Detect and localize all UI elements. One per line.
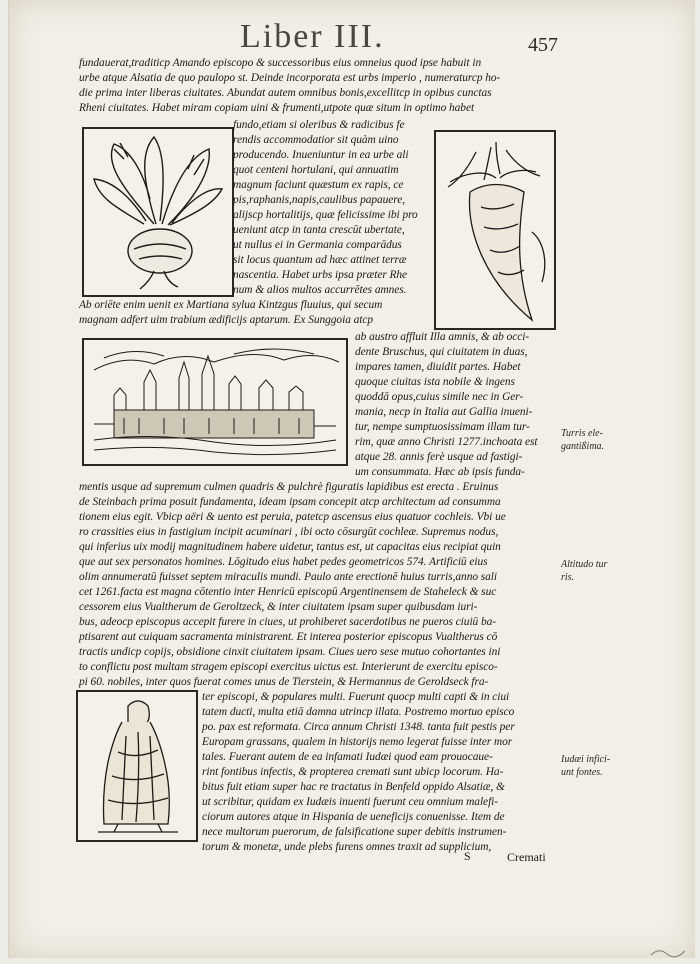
text-line: mentis usque ad supremum culmen quadris & pulchrè figuratis lapidibus est erecta . Eruinus bbox=[79, 481, 499, 493]
text-line: rendis accommodatior sit quàm uino bbox=[233, 134, 399, 146]
text-line: fundo,etiam si oleribus & radicibus fe bbox=[233, 119, 405, 131]
text-line: sit locus quantum ad hæc attinet terræ bbox=[233, 254, 407, 266]
text-line: torum & monetæ, unde plebs furens omnes traxit ad supplicium, bbox=[202, 841, 492, 853]
text-line: nascentia. Habet urbs ipsa præter Rhe bbox=[233, 269, 408, 281]
text-line: um consummata. Hæc ab ipsis funda- bbox=[355, 466, 525, 478]
text-line: ciorum autores atque in Hispania de ueneficijs conuenisse. Item de bbox=[202, 811, 505, 823]
text-line: tatem ducti, multa etiā damna utrincp illata. Postremo mortuo episco bbox=[202, 706, 515, 718]
text-line: ueniunt atcp in tanta crescūt ubertate, bbox=[233, 224, 405, 236]
city-view-illustration bbox=[84, 340, 346, 464]
text-line: impares tamen, diuidit partes. Habet bbox=[355, 361, 521, 373]
text-line: quoddā opus,cuius simile nec in Ger- bbox=[355, 391, 524, 403]
page-number: 457 bbox=[528, 34, 558, 56]
robed-figure-woodcut bbox=[76, 690, 198, 842]
text-line: dente Bruschus, qui ciuitatem in duas, bbox=[355, 346, 528, 358]
signature-mark: S bbox=[464, 849, 471, 863]
marginal-note: Altitudo tur ris. bbox=[561, 559, 608, 583]
text-line: quoque ciuitas ista nobile & ingens bbox=[355, 376, 515, 388]
radish-illustration bbox=[436, 132, 554, 328]
text-line: cessorem eius Vualtherum de Geroltzeck, & inter ciuitatem ipsam super quibusdam iuri- bbox=[79, 601, 478, 613]
catchword: Cremati bbox=[507, 850, 546, 864]
pencil-mark bbox=[649, 945, 689, 959]
turnip-illustration bbox=[84, 129, 232, 295]
text-line: de Steinbach prima posuit fundamenta, ideam ipsam concepit atcp architectum ad consumma bbox=[79, 496, 501, 508]
text-line: die prima inter liberas ciuitates. Abundat autem omnibus bonis,excellitcp in opibus cunctas bbox=[79, 87, 492, 99]
marginal-note: Iudæi infici- unt fontes. bbox=[561, 754, 611, 778]
text-line: olim annumeratū fuisset septem miraculis mundi. Paulo ante erectionē huius turris,anno sali bbox=[79, 571, 498, 583]
text-line: ab austro affluit Illa amnis, & ab occi- bbox=[355, 331, 530, 343]
text-line: producendo. Inueniuntur in ea urbe ali bbox=[233, 149, 409, 161]
text-line: tractis undicp copijs, obsidione cinxit ciuitatem ipsam. Ciues uero sese mutuo cohortantes ini bbox=[79, 646, 501, 658]
text-line: atque 28. annis ferè usque ad fastigi- bbox=[355, 451, 523, 463]
text-line: ter episcopi, & populares multi. Fuerunt quocp multi capti & in ciui bbox=[202, 691, 510, 703]
text-line: num & alios multos accurrētes amnes. bbox=[233, 284, 407, 296]
text-line: Ab oriēte enim uenit ex Martiana sylua Kintzgus fluuius, qui secum bbox=[79, 299, 383, 311]
text-line: Europam grassans, qualem in historijs nemo legerat fuisse inter mor bbox=[202, 736, 513, 748]
text-line: rint fontibus infectis, & propterea cremati sunt ubicp locorum. Ha- bbox=[202, 766, 504, 778]
text-line: po. pax est reformata. Circa annum Christi 1348. tanta fuit pestis per bbox=[202, 721, 515, 733]
text-line: magnam adfert uim trabium ædificijs aptarum. Ex Sunggoia atcp bbox=[79, 314, 374, 326]
text-line: fundauerat,traditicp Amando episcopo & successoribus eius omneius quod ipse habuit in bbox=[79, 57, 482, 69]
text-line: quot centeni hortulani, qui annuatim bbox=[233, 164, 399, 176]
text-line: rim, quæ anno Christi 1277.inchoata est bbox=[355, 436, 538, 448]
text-line: ptisarent aut cuiquam sacramenta ministrarent. Et interea posterior episcopus Vualtherus cō bbox=[79, 631, 498, 643]
text-line: Rheni ciuitates. Habet miram copiam uini & frumenti,utpote quæ situm in optimo habet bbox=[79, 102, 475, 114]
radish-woodcut bbox=[434, 130, 556, 330]
text-line: ut nullus ei in Germania comparādus bbox=[233, 239, 402, 251]
text-line: pi 60. nobiles, inter quos fuerat comes unus de Tierstein, & Hermannus de Geroldseck fra- bbox=[79, 676, 489, 688]
text-line: mania, necp in Italia aut Gallia inueni- bbox=[355, 406, 533, 418]
text-line: alijscp hortalitijs, quæ felicissime ibi pro bbox=[233, 209, 418, 221]
turnip-woodcut bbox=[82, 127, 234, 297]
text-line: tales. Fuerant autem de ea infamati Iudæi quod eam prouocaue- bbox=[202, 751, 493, 763]
text-line: ut scribitur, quidam ex Iudæis inuenti fuerunt ceu omnium malefi- bbox=[202, 796, 499, 808]
text-line: ro crassities eius in fastigium incipit acuminari , ibi octo cōsurgūt cochleæ. Supremus nodus, bbox=[79, 526, 499, 538]
text-line: tur, nempe sumptuosissimam illam tur- bbox=[355, 421, 530, 433]
text-line: bus, adeocp episcopus accepit furere in ciues, ut prohiberet sacerdotibus ne pueros ciuiū ba- bbox=[79, 616, 497, 628]
running-title: Liber III. bbox=[240, 18, 385, 55]
text-line: nece multorum puerorum, de falsificatione super debitis instrumen- bbox=[202, 826, 507, 838]
text-line: bitus fuit etiam super hac re tractatus in Benfeld oppido Alsatiæ, & bbox=[202, 781, 505, 793]
text-line: tionem eius egit. Vbicp aëri & uento est peruia, patetcp ascensus eius quatuor cochleis. Vbi ue bbox=[79, 511, 506, 523]
city-view-woodcut bbox=[82, 338, 348, 466]
text-line: qui inferius uix modij magnitudinem habere uidetur, tantus est, ut capacitas eius recipiat quin bbox=[79, 541, 501, 553]
text-line: urbe atque Alsatia de quo paulopo st. Deinde incorporata est urbs imperio , numeraturcp ho- bbox=[79, 72, 501, 84]
text-line: cet 1261.facta est magna cōtentio inter Henricū episcopū Argentinensem de Staheleck & suc bbox=[79, 586, 497, 598]
text-line: magnum faciunt quæstum ex rapis, ce bbox=[233, 179, 404, 191]
marginal-note: Turris ele- gantißima. bbox=[561, 428, 605, 452]
text-line: que aut sex personatos homines. Lōgitudo eius habet pedes geometricos 574. Artificiū eius bbox=[79, 556, 488, 568]
text-line: to conflictu post multam stragem episcopi exercitus uictus est. Interierunt de exercitu episco- bbox=[79, 661, 498, 673]
text-line: pis,raphanis,napis,caulibus papauere, bbox=[233, 194, 406, 206]
robed-figure-illustration bbox=[78, 692, 196, 840]
